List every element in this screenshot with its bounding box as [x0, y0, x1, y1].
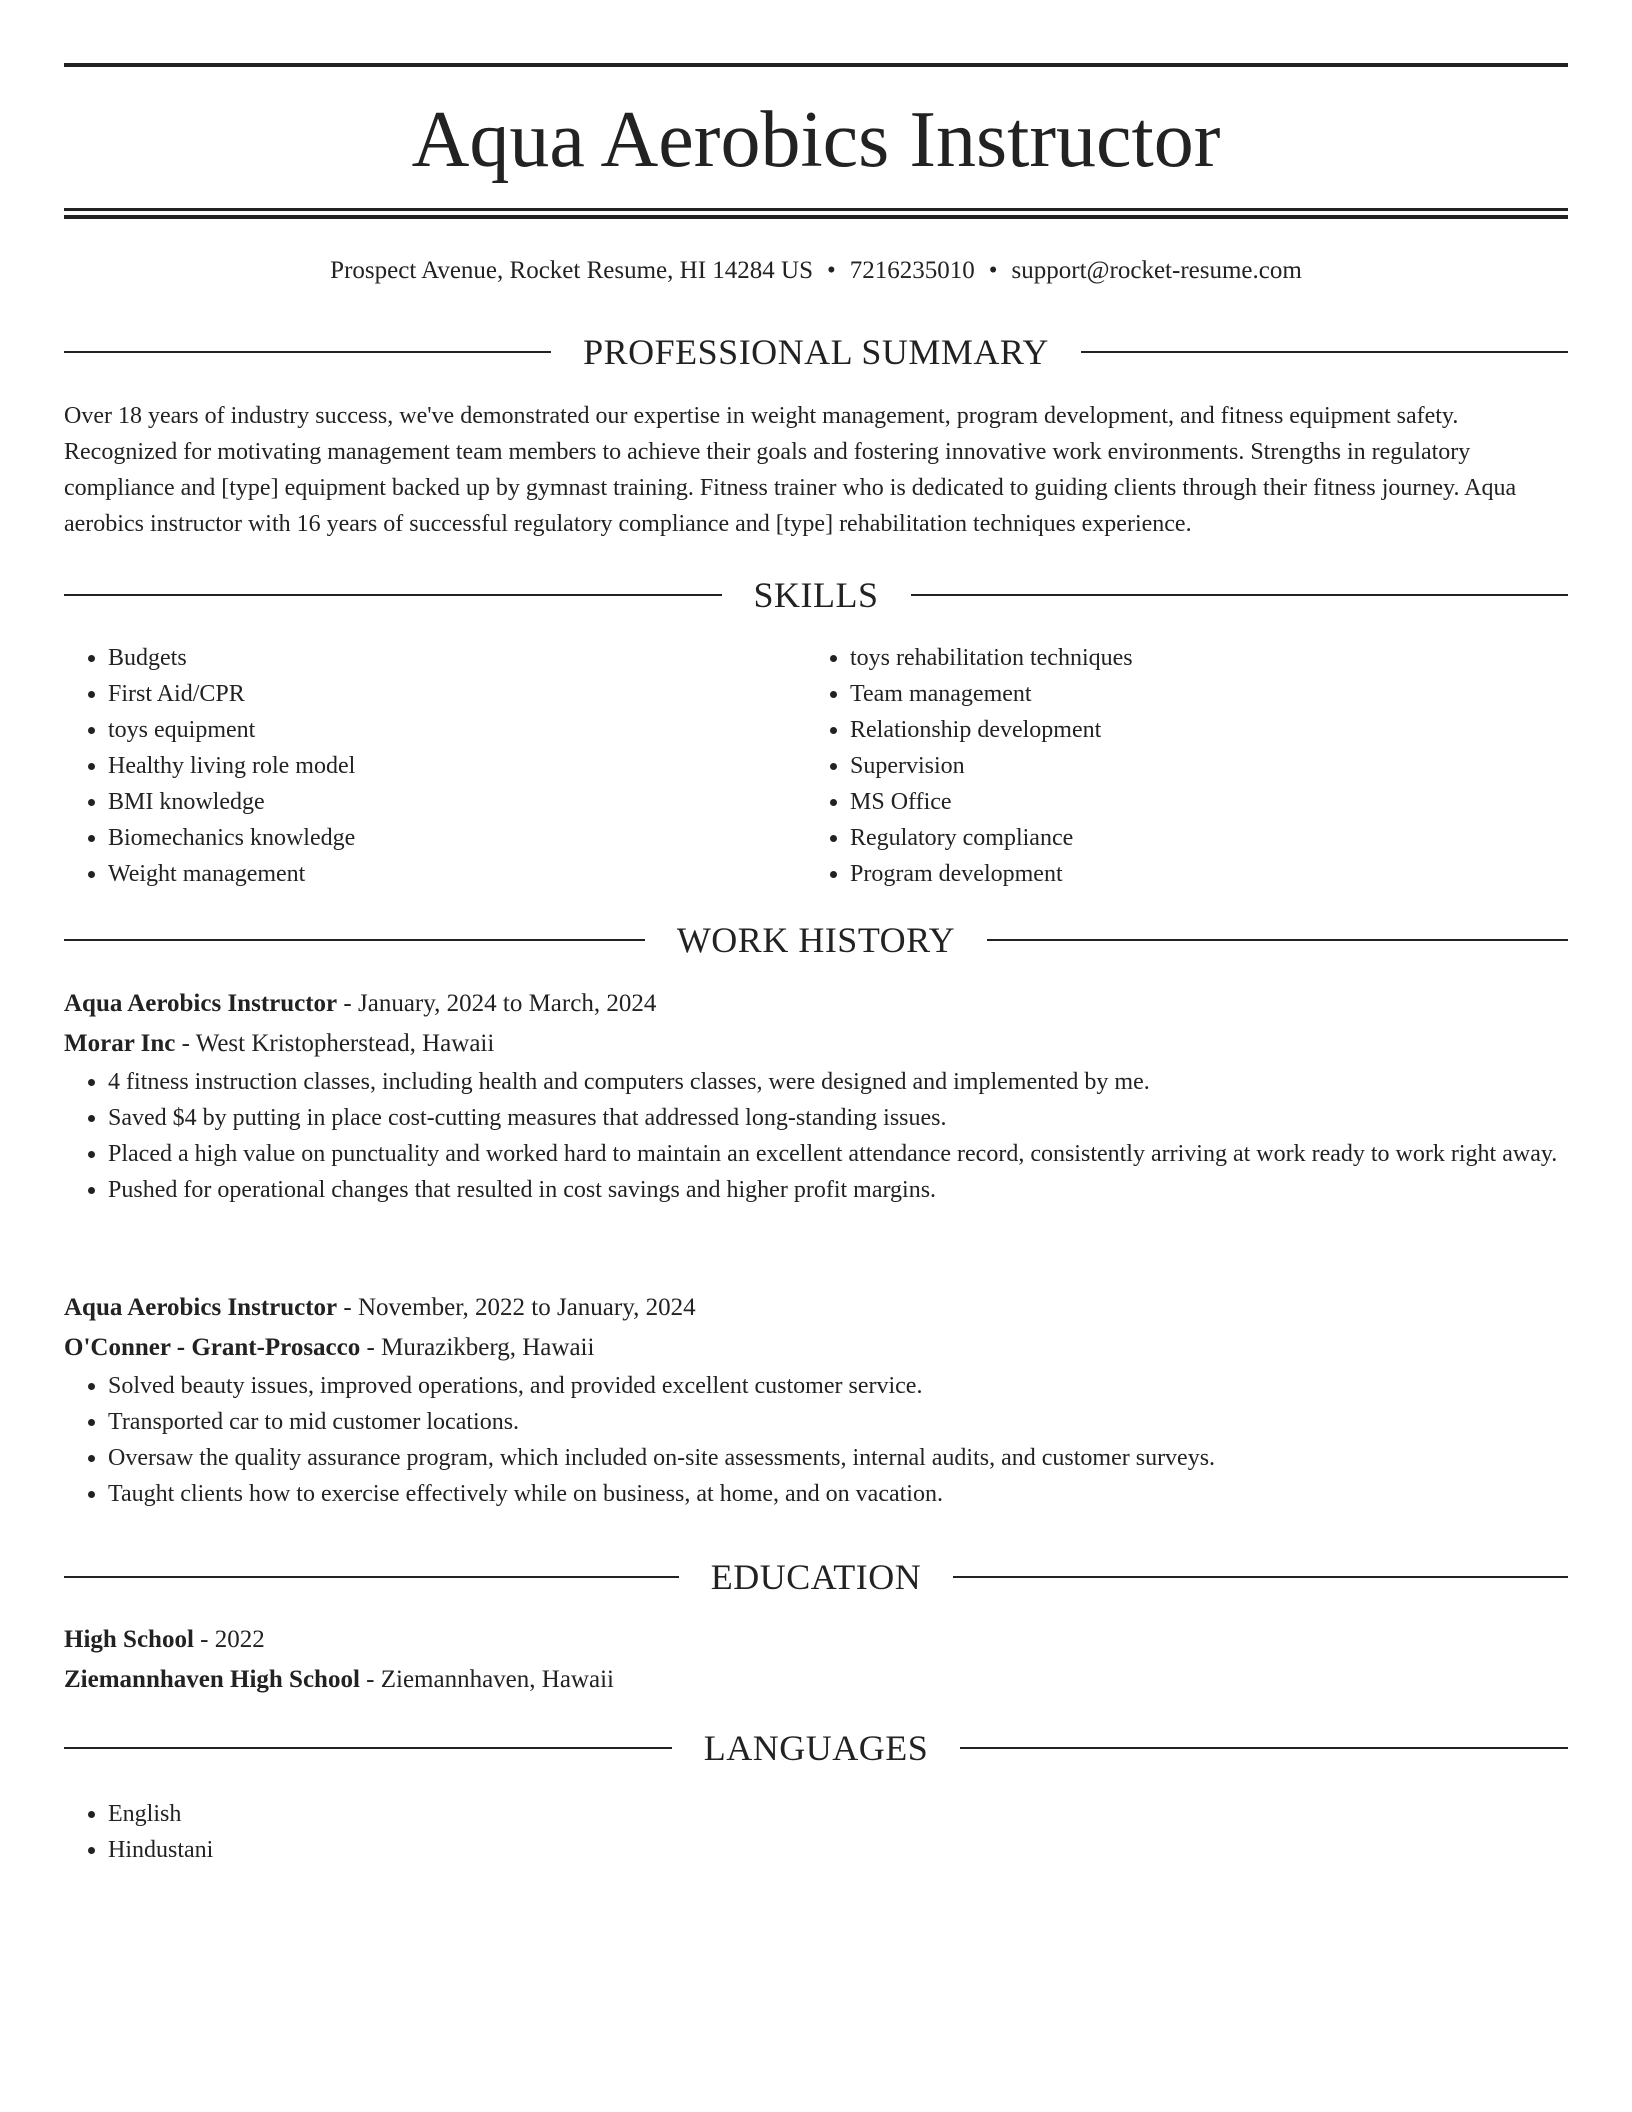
job-title: Aqua Aerobics Instructor [64, 1294, 338, 1321]
skill-item: • toys equipment [108, 712, 806, 748]
skill-item: • Supervision [850, 748, 1548, 784]
job-dates: November, 2022 to January, 2024 [358, 1294, 696, 1321]
skill-item: • toys rehabilitation techniques [850, 640, 1548, 676]
job-bullets [64, 1368, 1568, 1512]
job-dates: January, 2024 to March, 2024 [358, 990, 657, 1017]
section-header-languages [64, 1726, 1568, 1770]
divider [64, 594, 722, 596]
skill-item: • MS Office [850, 784, 1548, 820]
dash: - [366, 1666, 375, 1693]
dash: - [181, 1030, 190, 1057]
skill-item: • Healthy living role model [108, 748, 806, 784]
contact-line [64, 254, 1568, 288]
divider [911, 594, 1569, 596]
divider [960, 1747, 1568, 1749]
job-location: West Kristopherstead, Hawaii [195, 1030, 495, 1057]
education-location: Ziemannhaven, Hawaii [380, 1666, 614, 1693]
section-header-skills [64, 573, 1568, 617]
section-header-summary [64, 330, 1568, 374]
job-bullet: • 4 fitness instruction classes, including health and computers classes, were designed and implemented by me. [108, 1064, 1568, 1100]
skill-item: • Weight management [108, 856, 806, 892]
education-year: 2022 [214, 1626, 265, 1653]
job-bullet: • Placed a high value on punctuality and worked hard to maintain an excellent attendance record, consistently arriving at work ready to work right away. [108, 1136, 1568, 1172]
skills-list [64, 640, 1568, 892]
summary-text: Over 18 years of industry success, we've demonstrated our expertise in weight management, program development, and fitness equipment safety. Recognized for motivating management team members to achieve their goals and fostering innovative work environments. Strengths in regulatory compliance and [type] equipment backed up by gymnast training. Fitness trainer who is dedicated to guiding clients through their fitness journey. Aqua aerobics instructor with 16 years of successful regulatory compliance and [type] rehabilitation techniques experience. [64, 403, 1517, 537]
section-title-education: EDUCATION [710, 1557, 922, 1597]
resume-title: Aqua Aerobics Instructor [411, 96, 1221, 184]
job-company-line [64, 1328, 1568, 1368]
section-header-work [64, 918, 1568, 962]
job-entry [64, 984, 1568, 1208]
dash: - [343, 1294, 352, 1321]
dash: - [343, 990, 352, 1017]
job-company: Morar Inc [64, 1030, 176, 1057]
job-bullet: • Taught clients how to exercise effectively while on business, at home, and on vacation. [108, 1476, 1568, 1512]
skill-item: • Biomechanics knowledge [108, 820, 806, 856]
education-degree-line [64, 1620, 1568, 1660]
skill-item: • Budgets [108, 640, 806, 676]
job-bullet: • Transported car to mid customer locations. [108, 1404, 1568, 1440]
top-rule [64, 63, 1568, 67]
skill-item: • BMI knowledge [108, 784, 806, 820]
job-bullet: • Pushed for operational changes that resulted in cost savings and higher profit margins. [108, 1172, 1568, 1208]
divider [64, 939, 645, 941]
contact-address: Prospect Avenue, Rocket Resume, HI 14284 US [330, 257, 813, 284]
job-entry [64, 1288, 1568, 1512]
job-bullet: • Oversaw the quality assurance program, which included on-site assessments, internal audits, and customer surveys. [108, 1440, 1568, 1476]
section-title-languages: LANGUAGES [703, 1728, 929, 1768]
job-title: Aqua Aerobics Instructor [64, 990, 338, 1017]
section-title-skills: SKILLS [753, 575, 879, 615]
dash: - [200, 1626, 209, 1653]
section-title-work: WORK HISTORY [676, 920, 956, 960]
skill-item: • Regulatory compliance [850, 820, 1548, 856]
education-degree: High School [64, 1626, 194, 1653]
education-school-line [64, 1660, 1568, 1700]
education-school: Ziemannhaven High School [64, 1666, 360, 1693]
language-item: • Hindustani [108, 1832, 1568, 1868]
job-company: O'Conner - Grant-Prosacco [64, 1334, 361, 1361]
dash: - [366, 1334, 375, 1361]
contact-phone: 7216235010 [849, 257, 975, 284]
section-title-summary: PROFESSIONAL SUMMARY [583, 332, 1049, 372]
job-title-line [64, 984, 1568, 1024]
skills-column-right [806, 640, 1548, 892]
contact-separator: • [826, 257, 836, 284]
divider [953, 1576, 1568, 1578]
job-bullet: • Saved $4 by putting in place cost-cutting measures that addressed long-standing issues. [108, 1100, 1568, 1136]
skills-column-left [64, 640, 806, 892]
job-title-line [64, 1288, 1568, 1328]
divider [987, 939, 1568, 941]
education-entry [64, 1620, 1568, 1700]
languages-list [64, 1796, 1568, 1868]
language-item: • English [108, 1796, 1568, 1832]
divider [64, 351, 551, 353]
contact-separator: • [988, 257, 998, 284]
job-bullet: • Solved beauty issues, improved operations, and provided excellent customer service. [108, 1368, 1568, 1404]
divider [64, 1576, 679, 1578]
job-location: Murazikberg, Hawaii [381, 1334, 595, 1361]
skill-item: • Team management [850, 676, 1548, 712]
divider [1081, 351, 1568, 353]
title-double-rule [64, 208, 1568, 219]
job-bullets [64, 1064, 1568, 1208]
section-header-education [64, 1555, 1568, 1599]
skill-item: • Program development [850, 856, 1548, 892]
divider [64, 1747, 672, 1749]
skill-item: • First Aid/CPR [108, 676, 806, 712]
skill-item: • Relationship development [850, 712, 1548, 748]
job-company-line [64, 1024, 1568, 1064]
contact-email: support@rocket-resume.com [1011, 257, 1302, 284]
